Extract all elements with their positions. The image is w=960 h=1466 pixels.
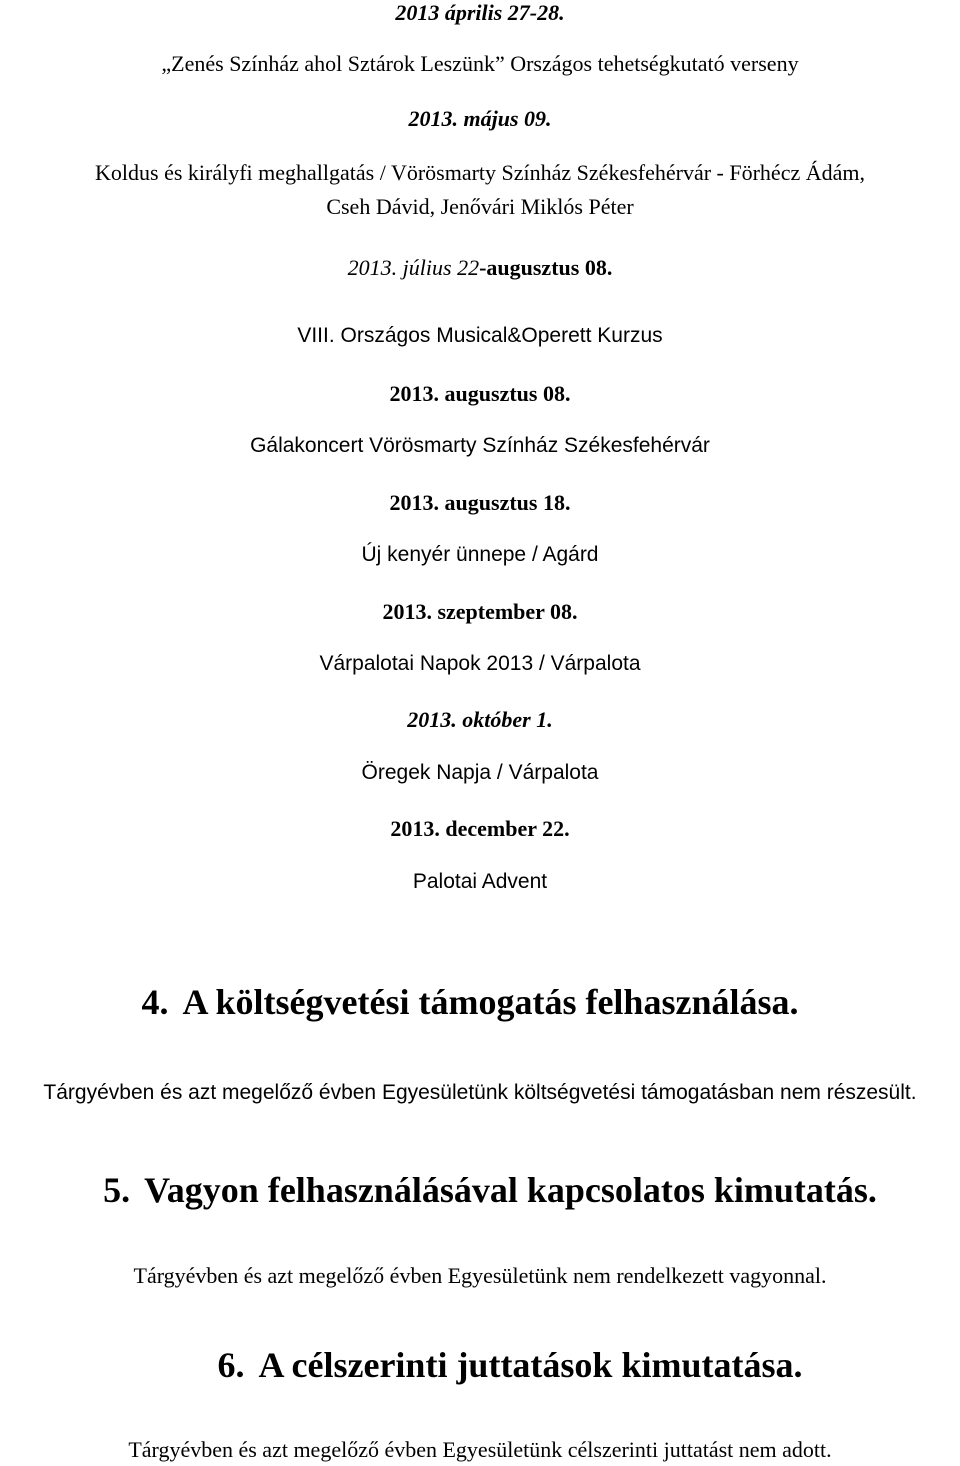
section-heading bbox=[30, 1347, 960, 1383]
event-date: 2013. augusztus 18. bbox=[389, 490, 571, 515]
section-text: Tárgyévben és azt megelőző évben Egyesületünk költségvetési támogatásban nem részesült. bbox=[43, 1081, 917, 1104]
event-title: Koldus és királyfi meghallgatás / Vörösmarty Színház Székesfehérvár - Förhécz Ádám, bbox=[95, 160, 865, 185]
section-number: 6. bbox=[217, 1345, 245, 1385]
section-title: Vagyon felhasználásával kapcsolatos kimutatás. bbox=[144, 1170, 877, 1210]
event-title: Várpalotai Napok 2013 / Várpalota bbox=[319, 652, 641, 675]
event-date-end: -augusztus 08. bbox=[479, 255, 613, 280]
event-date: 2013. augusztus 08. bbox=[389, 381, 571, 406]
section-heading bbox=[10, 1172, 960, 1208]
section-title: A költségvetési támogatás felhasználása. bbox=[182, 982, 799, 1022]
event-date-start: július 22 bbox=[402, 255, 480, 280]
event-date-year: 2013. bbox=[347, 255, 403, 280]
section-heading bbox=[0, 984, 950, 1020]
event-title: Új kenyér ünnepe / Agárd bbox=[361, 543, 599, 566]
section-number: 4. bbox=[141, 982, 169, 1022]
section-number: 5. bbox=[103, 1170, 131, 1210]
event-date: 2013 április 27-28. bbox=[395, 0, 565, 25]
section-text: Tárgyévben és azt megelőző évben Egyesületünk nem rendelkezett vagyonnal. bbox=[133, 1263, 827, 1288]
event-date: 2013. május 09. bbox=[408, 106, 552, 131]
event-date: 2013. szeptember 08. bbox=[382, 599, 578, 624]
event-title: „Zenés Színház ahol Sztárok Leszünk” Országos tehetségkutató verseny bbox=[161, 51, 799, 76]
event-title: VIII. Országos Musical&Operett Kurzus bbox=[297, 324, 663, 347]
event-title-continued: Cseh Dávid, Jenővári Miklós Péter bbox=[326, 194, 634, 219]
event-date bbox=[0, 257, 960, 279]
event-date: 2013. december 22. bbox=[390, 816, 570, 841]
section-text: Tárgyévben és azt megelőző évben Egyesületünk célszerinti juttatást nem adott. bbox=[128, 1437, 832, 1462]
section-title: A célszerinti juttatások kimutatása. bbox=[258, 1345, 803, 1385]
event-title: Palotai Advent bbox=[412, 870, 548, 893]
event-date: 2013. október 1. bbox=[407, 707, 553, 732]
event-title: Gálakoncert Vörösmarty Színház Székesfehérvár bbox=[250, 434, 710, 457]
event-title: Öregek Napja / Várpalota bbox=[361, 761, 599, 784]
